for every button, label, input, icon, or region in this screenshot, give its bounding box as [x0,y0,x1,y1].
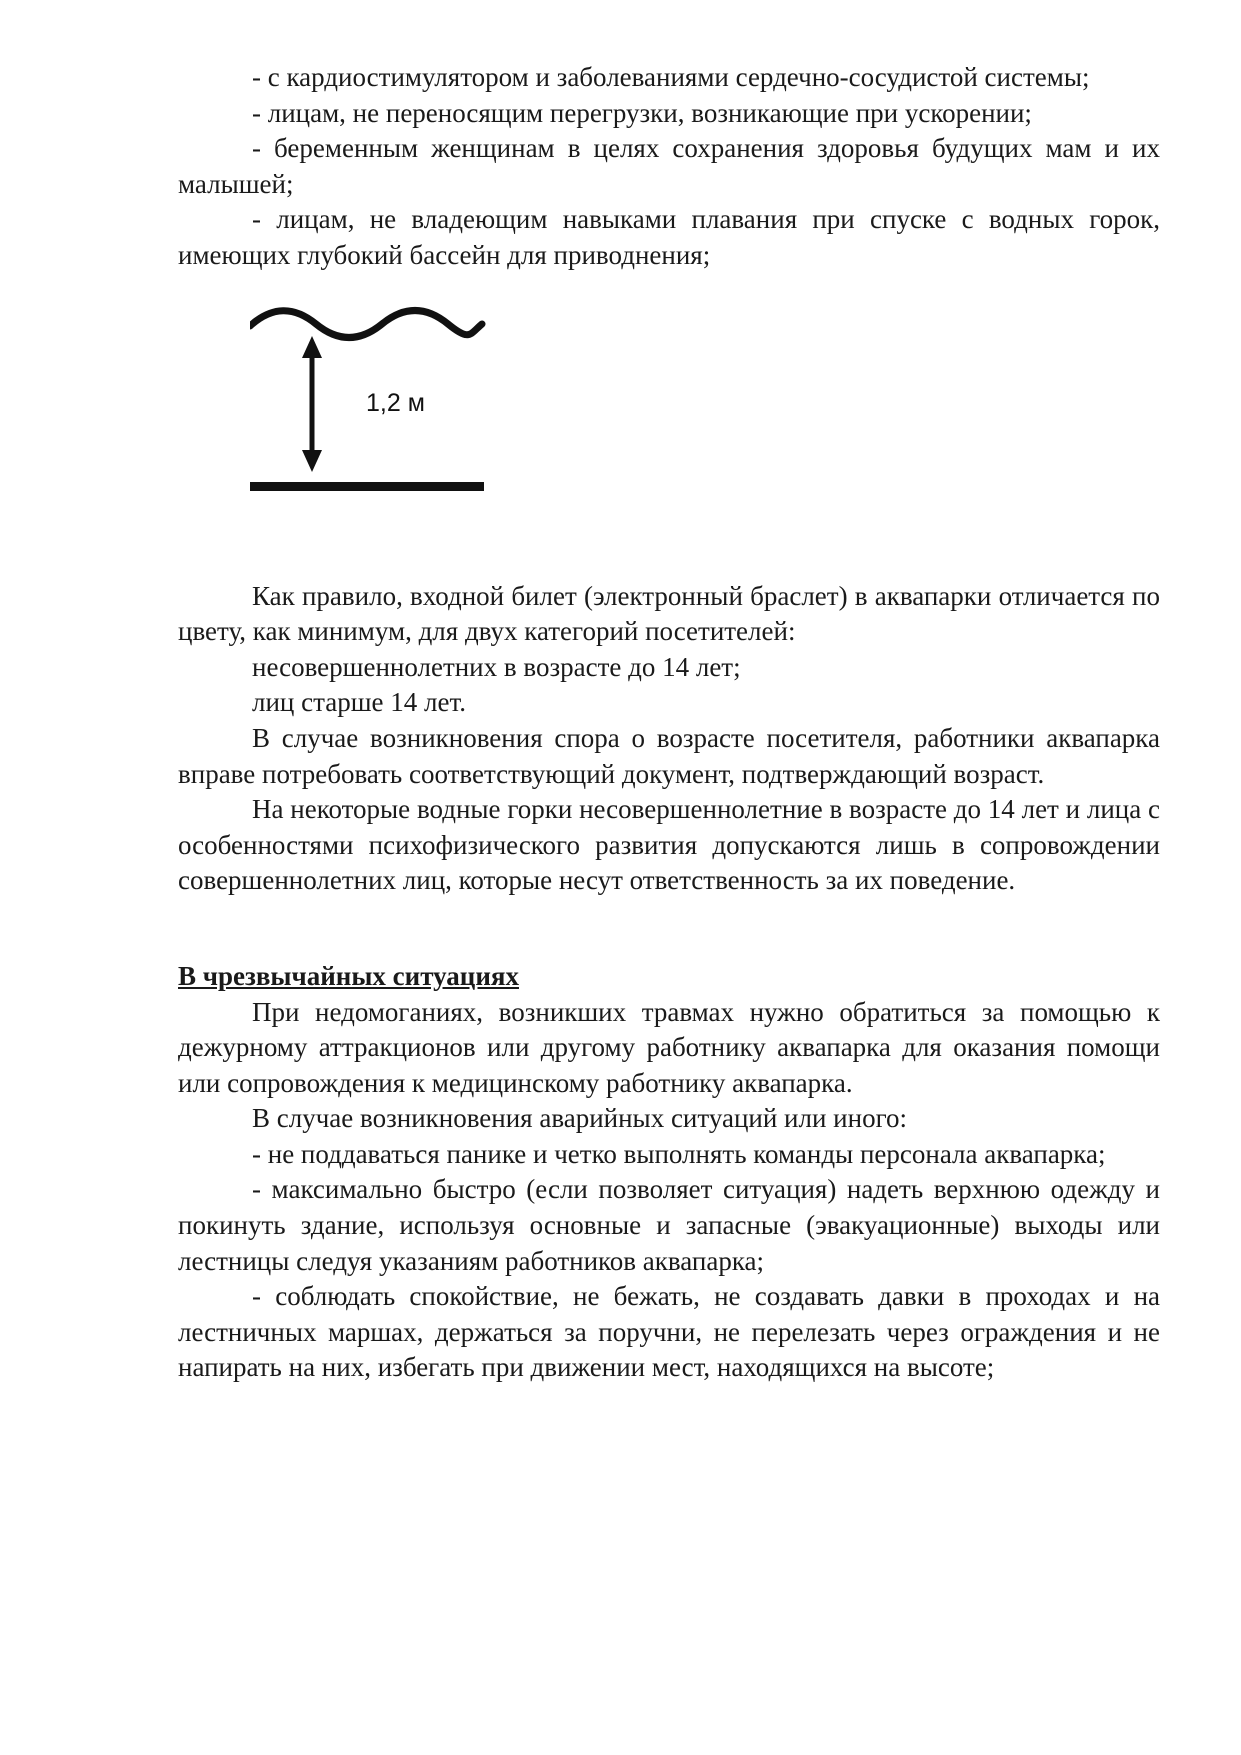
document-page [178,60,1160,1386]
depth-label: 1,2 м [366,388,425,417]
depth-arrow-head-bottom [302,450,322,472]
emergency-item-panic: - не поддаваться панике и четко выполнять команды персонала аквапарка; [252,1138,1106,1169]
water-depth-figure [178,274,1160,579]
slides-access-paragraph: На некоторые водные горки несовершеннолетние в возрасте до 14 лет и лица с особенностями психофизического развития допускаются лишь в сопровождении совершеннолетних лиц, которые несут ответственность за их поведение. [178,794,1160,896]
emergency-intro: В случае возникновения аварийных ситуаций или иного: [252,1103,907,1134]
depth-arrow-head-top [302,336,322,358]
age-dispute-paragraph: В случае возникновения спора о возрасте посетителя, работники аквапарка вправе потребовать соответствующий документ, подтверждающий возраст. [178,722,1160,789]
emergency-heading: В чрезвычайных ситуациях [178,960,519,991]
pool-floor-line [250,482,484,491]
list-item-pacemaker: - с кардиостимулятором и заболеваниями сердечно-сосудистой системы; [252,62,1090,92]
emergency-item-evacuate: - максимально быстро (если позволяет ситуация) надеть верхнюю одежду и покинуть здание, используя основные и запасные (эвакуационные) выходы или лестницы следуя указаниям работников аквапарка; [178,1174,1160,1276]
list-item-pregnant: - беременным женщинам в целях сохранения здоровья будущих мам и их малышей; [178,133,1160,199]
ticket-category-adults: лиц старше 14 лет. [252,687,466,718]
list-item-non-swimmers: - лицам, не владеющим навыками плавания при спуске с водных горок, имеющих глубокий бассейн для приводнения; [178,204,1160,270]
injury-paragraph: При недомоганиях, возникших травмах нужно обратиться за помощью к дежурному аттракционов или другому работнику аквапарка для оказания помощи или сопровождения к медицинскому работнику аквапарка. [178,996,1160,1098]
ticket-intro: Как правило, входной билет (электронный браслет) в аквапарки отличается по цвету, как минимум, для двух категорий посетителей: [178,580,1160,647]
ticket-category-minors: несовершеннолетних в возрасте до 14 лет; [252,651,741,682]
emergency-item-calm: - соблюдать спокойствие, не бежать, не создавать давки в проходах и на лестничных маршах, держаться за поручни, не перелезать через ограждения и не напирать на них, избегать при движении мест, находящихся на высоте; [178,1281,1160,1383]
list-item-overload: - лицам, не переносящим перегрузки, возникающие при ускорении; [252,97,1032,128]
water-surface-wave [250,310,482,337]
